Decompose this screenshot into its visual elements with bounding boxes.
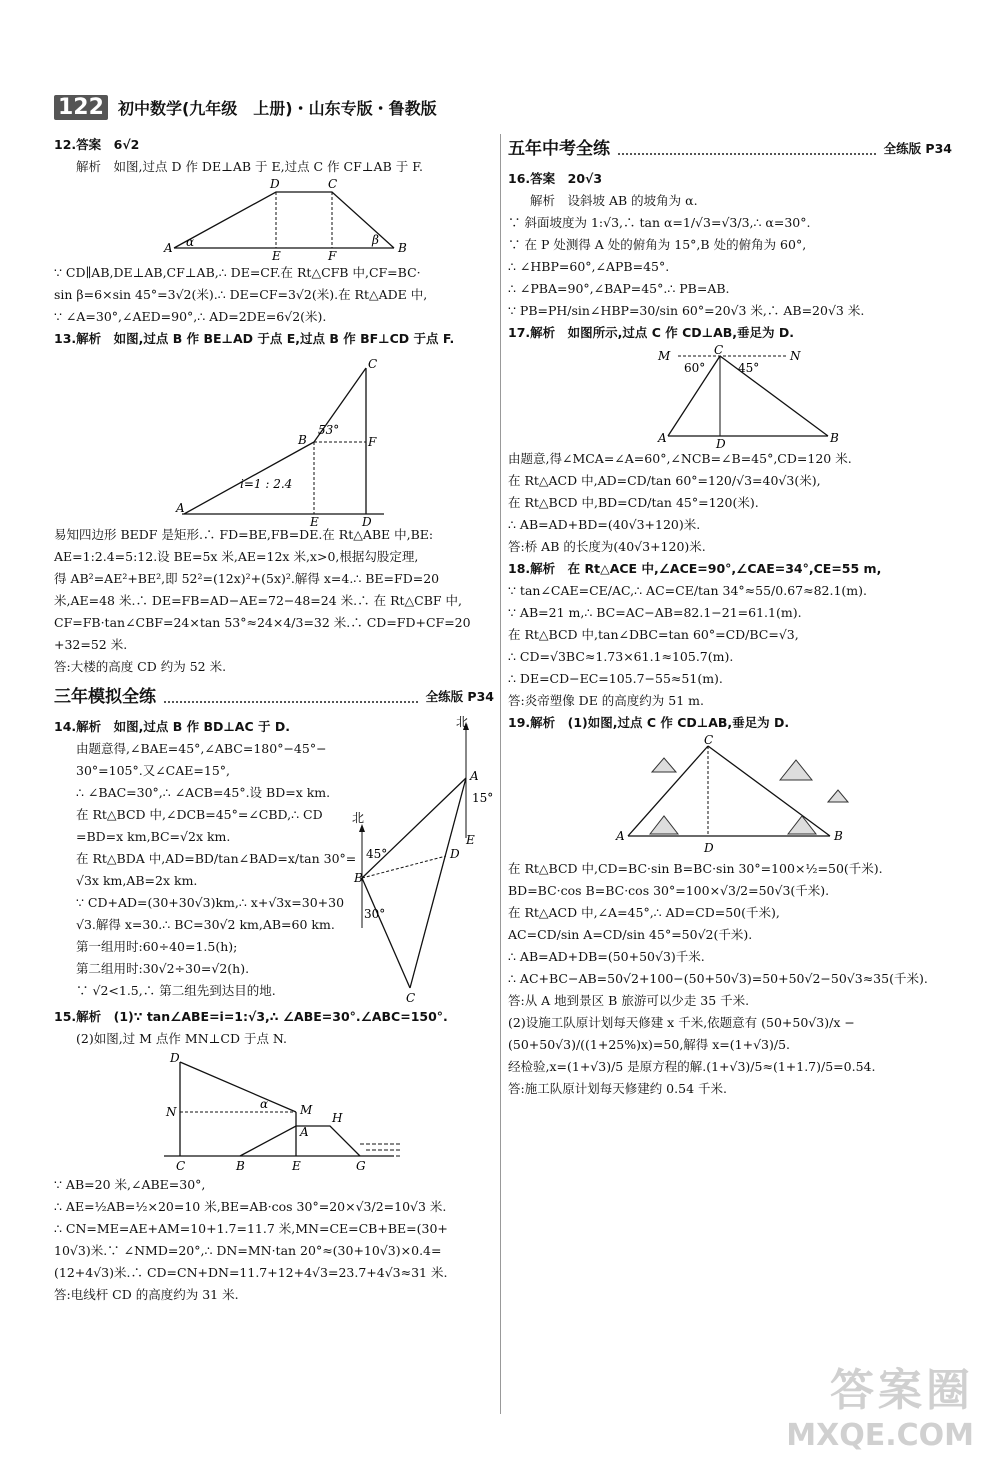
figure-19-mountains [508, 733, 952, 856]
problem-16-line: ∴ ∠PBA=90°,∠BAP=45°.∴ PB=AB. [508, 281, 730, 296]
svg-text:A: A [164, 241, 173, 255]
svg-text:β: β [372, 233, 379, 247]
svg-text:N: N [790, 349, 801, 363]
svg-text:E: E [310, 515, 319, 529]
problem-19-line: (2)设施工队原计划每天修建 x 千米,依题意有 (50+50√3)/x − [508, 1015, 855, 1030]
problem-19-answer: 答:施工队原计划每天修建约 0.54 千米. [508, 1081, 727, 1096]
section-page-ref: 全练版 P34 [883, 141, 952, 156]
svg-text:A: A [658, 431, 667, 445]
problem-14-line: 在 Rt△BCD 中,∠DCB=45°=∠CBD,∴ CD [76, 807, 323, 822]
problem-12-line: sin β=6×sin 45°=3√2(米).∴ DE=CF=3√2(米).在 Rt△ADE 中, [54, 287, 428, 302]
problem-14-line: √3.解得 x=30.∴ BC=30√2 km,AB=60 km. [76, 917, 335, 932]
page-number: 122 [54, 95, 108, 120]
figure-17-bridge [508, 343, 952, 451]
problem-15-answer: 答:电线杆 CD 的高度约为 31 米. [54, 1287, 239, 1302]
problem-17-line: ∴ AB=AD+BD=(40√3+120)米. [508, 517, 701, 532]
svg-text:D: D [170, 1051, 180, 1065]
svg-text:北: 北 [352, 811, 365, 825]
problem-17-line: 由题意,得∠MCA=∠A=60°,∠NCB=∠B=45°,CD=120 米. [508, 451, 852, 466]
problem-19-line: 在 Rt△ACD 中,∠A=45°,∴ AD=CD=50(千米), [508, 905, 780, 920]
svg-text:45°: 45° [738, 361, 760, 375]
problem-14-line: ∵ CD+AD=(30+30√3)km,∴ x+√3x=30+30 [76, 895, 345, 910]
problem-19-line: (50+50√3)/((1+25%)x)=50,解得 x=(1+√3)/5. [508, 1037, 791, 1052]
svg-text:M: M [300, 1103, 313, 1117]
svg-text:D: D [716, 437, 726, 451]
figure-15-pole [54, 1052, 494, 1172]
problem-17-line: 在 Rt△BCD 中,BD=CD/tan 45°=120(米). [508, 495, 759, 510]
problem-19-answer: 答:从 A 地到景区 B 旅游可以少走 35 千米. [508, 993, 750, 1008]
svg-text:C: C [176, 1159, 186, 1173]
problem-12-line: ∵ CD∥AB,DE⊥AB,CF⊥AB,∴ DE=CF.在 Rt△CFB 中,CF=BC· [54, 265, 421, 280]
problem-16-analysis: 解析 设斜坡 AB 的坡角为 α. [530, 193, 698, 208]
problem-14-line: ∴ ∠BAC=30°,∴ ∠ACB=45°.设 BD=x km. [76, 785, 331, 800]
problem-14-line: ∵ √2<1.5,∴ 第二组先到达目的地. [76, 983, 276, 998]
problem-18-line: ∵ tan∠CAE=CE/AC,∴ AC=CE/tan 34°≈55/0.67≈82.1(m). [508, 583, 867, 598]
svg-text:A: A [616, 829, 625, 843]
svg-text:北: 北 [456, 715, 469, 729]
section-five-year-exam [508, 134, 952, 164]
svg-text:E: E [292, 1159, 301, 1173]
problem-18-analysis: 18.解析 在 Rt△ACE 中,∠ACE=90°,∠CAE=34°,CE=55 m, [508, 561, 882, 576]
problem-18-line: 在 Rt△BCD 中,tan∠DBC=tan 60°=CD/BC=√3, [508, 627, 799, 642]
svg-text:53°: 53° [318, 423, 340, 437]
watermark-logo-text: 答案圈 [830, 1365, 974, 1416]
svg-text:D: D [704, 841, 714, 855]
problem-13-line: AE=1:2.4=5:12.设 BE=5x 米,AE=12x 米,x>0,根据勾股定理, [54, 549, 419, 564]
problem-13-line: 米,AE=48 米.∴ DE=FB=AD−AE=72−48=24 米.∴ 在 Rt△CBF 中, [54, 593, 463, 608]
svg-text:D: D [270, 177, 280, 191]
svg-text:E: E [466, 833, 475, 847]
problem-12-answer: 12.答案 6√2 [54, 137, 140, 152]
column-divider [500, 134, 501, 1414]
section-three-year-mock [54, 682, 494, 712]
problem-17-answer: 答:桥 AB 的长度为(40√3+120)米. [508, 539, 706, 554]
svg-text:N: N [166, 1105, 177, 1119]
problem-12-line: ∵ ∠A=30°,∠AED=90°,∴ AD=2DE=6√2(米). [54, 309, 327, 324]
svg-text:A: A [470, 769, 479, 783]
svg-text:F: F [368, 435, 377, 449]
svg-text:C: C [368, 357, 378, 371]
svg-text:C: C [406, 991, 416, 1005]
problem-14-analysis: 14.解析 如图,过点 B 作 BD⊥AC 于 D. [54, 719, 290, 734]
svg-text:B: B [398, 241, 407, 255]
section-leader-dots [164, 691, 418, 703]
page-title: 初中数学(九年级 上册)・山东专版・鲁教版 [117, 98, 437, 118]
svg-text:B: B [830, 431, 839, 445]
problem-18-answer: 答:炎帝塑像 DE 的高度约为 51 m. [508, 693, 704, 708]
figure-14-navigation [352, 715, 494, 1005]
problem-18-line: ∴ CD=√3BC≈1.73×61.1≈105.7(m). [508, 649, 734, 664]
svg-text:D: D [362, 515, 372, 529]
svg-text:C: C [714, 343, 724, 357]
problem-19-line: BD=BC·cos B=BC·cos 30°=100×√3/2=50√3(千米). [508, 883, 830, 898]
section-page-ref: 全练版 P34 [425, 689, 494, 704]
right-column [508, 134, 952, 1100]
problem-14-line: 第一组用时:60÷40=1.5(h); [76, 939, 238, 954]
section-title: 五年中考全练 [508, 139, 610, 159]
svg-text:M: M [658, 349, 671, 363]
svg-text:H: H [332, 1111, 343, 1125]
svg-text:60°: 60° [684, 361, 706, 375]
problem-18-line: ∴ DE=CD−EC=105.7−55≈51(m). [508, 671, 723, 686]
svg-text:B: B [298, 433, 307, 447]
problem-14-line: 30°=105°.又∠CAE=15°, [76, 763, 231, 778]
problem-14-block [54, 716, 494, 1006]
problem-13-line: CF=FB·tan∠CBF=24×tan 53°≈24×4/3=32 米.∴ CD=FD+CF=20 [54, 615, 471, 630]
problem-13-analysis: 13.解析 如图,过点 B 作 BE⊥AD 于点 E,过点 B 作 BF⊥CD 于点 F. [54, 331, 455, 346]
svg-text:α: α [186, 235, 195, 249]
problem-14-line: =BD=x km,BC=√2x km. [76, 829, 231, 844]
svg-text:G: G [356, 1159, 366, 1173]
svg-text:15°: 15° [472, 791, 494, 805]
figure-12-trapezoid [54, 177, 494, 263]
svg-text:B: B [236, 1159, 245, 1173]
problem-14-line: √3x km,AB=2x km. [76, 873, 198, 888]
problem-19-line: ∴ AC+BC−AB=50√2+100−(50+50√3)=50+50√2−50√3≈35(千米). [508, 971, 928, 986]
svg-text:B: B [354, 871, 363, 885]
problem-15-line: ∴ AE=½AB=½×20=10 米,BE=AB·cos 30°=20×√3/2=10√3 米. [54, 1199, 447, 1214]
problem-15-line: ∴ CN=ME=AE+AM=10+1.7=11.7 米,MN=CE=CB+BE=(30+ [54, 1221, 448, 1236]
problem-14-line: 第二组用时:30√2÷30=√2(h). [76, 961, 250, 976]
problem-14-line: 由题意得,∠BAE=45°,∠ABC=180°−45°− [76, 741, 327, 756]
problem-16-answer: 16.答案 20√3 [508, 171, 603, 186]
problem-13-line: 易知四边形 BEDF 是矩形.∴ FD=BE,FB=DE.在 Rt△ABE 中,BE: [54, 527, 434, 542]
svg-text:D: D [450, 847, 460, 861]
problem-13-line: +32=52 米. [54, 637, 128, 652]
problem-16-line: ∵ PB=PH/sin∠HBP=30/sin 60°=20√3 米,∴ AB=20√3 米. [508, 303, 865, 318]
svg-text:C: C [328, 177, 338, 191]
svg-text:A: A [300, 1125, 309, 1139]
watermark-url: MXQE.COM [786, 1418, 974, 1453]
problem-14-text [54, 716, 357, 1006]
problem-15-line: ∵ AB=20 米,∠ABE=30°, [54, 1177, 206, 1192]
problem-12-analysis: 解析 如图,过点 D 作 DE⊥AB 于 E,过点 C 作 CF⊥AB 于 F. [76, 159, 423, 174]
watermark [786, 1354, 974, 1453]
figure-13-building [54, 352, 494, 529]
problem-15-analysis: 15.解析 (1)∵ tan∠ABE=i=1:√3,∴ ∠ABE=30°.∠ABC=150°. [54, 1009, 448, 1024]
section-leader-dots [618, 143, 876, 155]
page-header [54, 92, 437, 122]
problem-16-line: ∵ 斜面坡度为 1:√3,∴ tan α=1/√3=√3/3,∴ α=30°. [508, 215, 811, 230]
section-title: 三年模拟全练 [54, 687, 156, 707]
problem-19-line: ∴ AB=AD+DB=(50+50√3)千米. [508, 949, 705, 964]
problem-19-line: 经检验,x=(1+√3)/5 是原方程的解.(1+√3)/5≈(1+1.7)/5=0.54. [508, 1059, 876, 1074]
svg-text:α: α [260, 1097, 269, 1111]
svg-text:C: C [704, 733, 714, 747]
problem-15-line: 10√3)米.∵ ∠NMD=20°,∴ DN=MN·tan 20°≈(30+10√3)×0.4= [54, 1243, 442, 1258]
problem-16-line: ∴ ∠HBP=60°,∠APB=45°. [508, 259, 670, 274]
svg-text:A: A [176, 501, 185, 515]
problem-14-line: 在 Rt△BDA 中,AD=BD/tan∠BAD=x/tan 30°= [76, 851, 357, 866]
problem-15-line: (12+4√3)米.∴ CD=CN+DN=11.7+12+4√3=23.7+4√3≈31 米. [54, 1265, 448, 1280]
problem-19-line: 在 Rt△BCD 中,CD=BC·sin B=BC·sin 30°=100×½=50(千米). [508, 861, 883, 876]
problem-13-answer: 答:大楼的高度 CD 约为 52 米. [54, 659, 227, 674]
problem-18-line: ∵ AB=21 m,∴ BC=AC−AB=82.1−21=61.1(m). [508, 605, 802, 620]
problem-19-analysis: 19.解析 (1)如图,过点 C 作 CD⊥AB,垂足为 D. [508, 715, 790, 730]
problem-15-line: (2)如图,过 M 点作 MN⊥CD 于点 N. [76, 1031, 288, 1046]
svg-text:E: E [272, 249, 281, 263]
left-column [54, 134, 494, 1306]
problem-16-line: ∵ 在 P 处测得 A 处的俯角为 15°,B 处的俯角为 60°, [508, 237, 807, 252]
problem-17-line: 在 Rt△ACD 中,AD=CD/tan 60°=120/√3=40√3(米), [508, 473, 821, 488]
svg-text:F: F [328, 249, 337, 263]
problem-19-line: AC=CD/sin A=CD/sin 45°=50√2(千米). [508, 927, 753, 942]
svg-text:30°: 30° [364, 907, 386, 921]
problem-13-line: 得 AB²=AE²+BE²,即 52²=(12x)²+(5x)².解得 x=4.∴ BE=FD=20 [54, 571, 440, 586]
svg-text:B: B [834, 829, 843, 843]
svg-text:i=1 : 2.4: i=1 : 2.4 [240, 477, 293, 491]
problem-17-analysis: 17.解析 如图所示,过点 C 作 CD⊥AB,垂足为 D. [508, 325, 795, 340]
svg-text:45°: 45° [366, 847, 388, 861]
